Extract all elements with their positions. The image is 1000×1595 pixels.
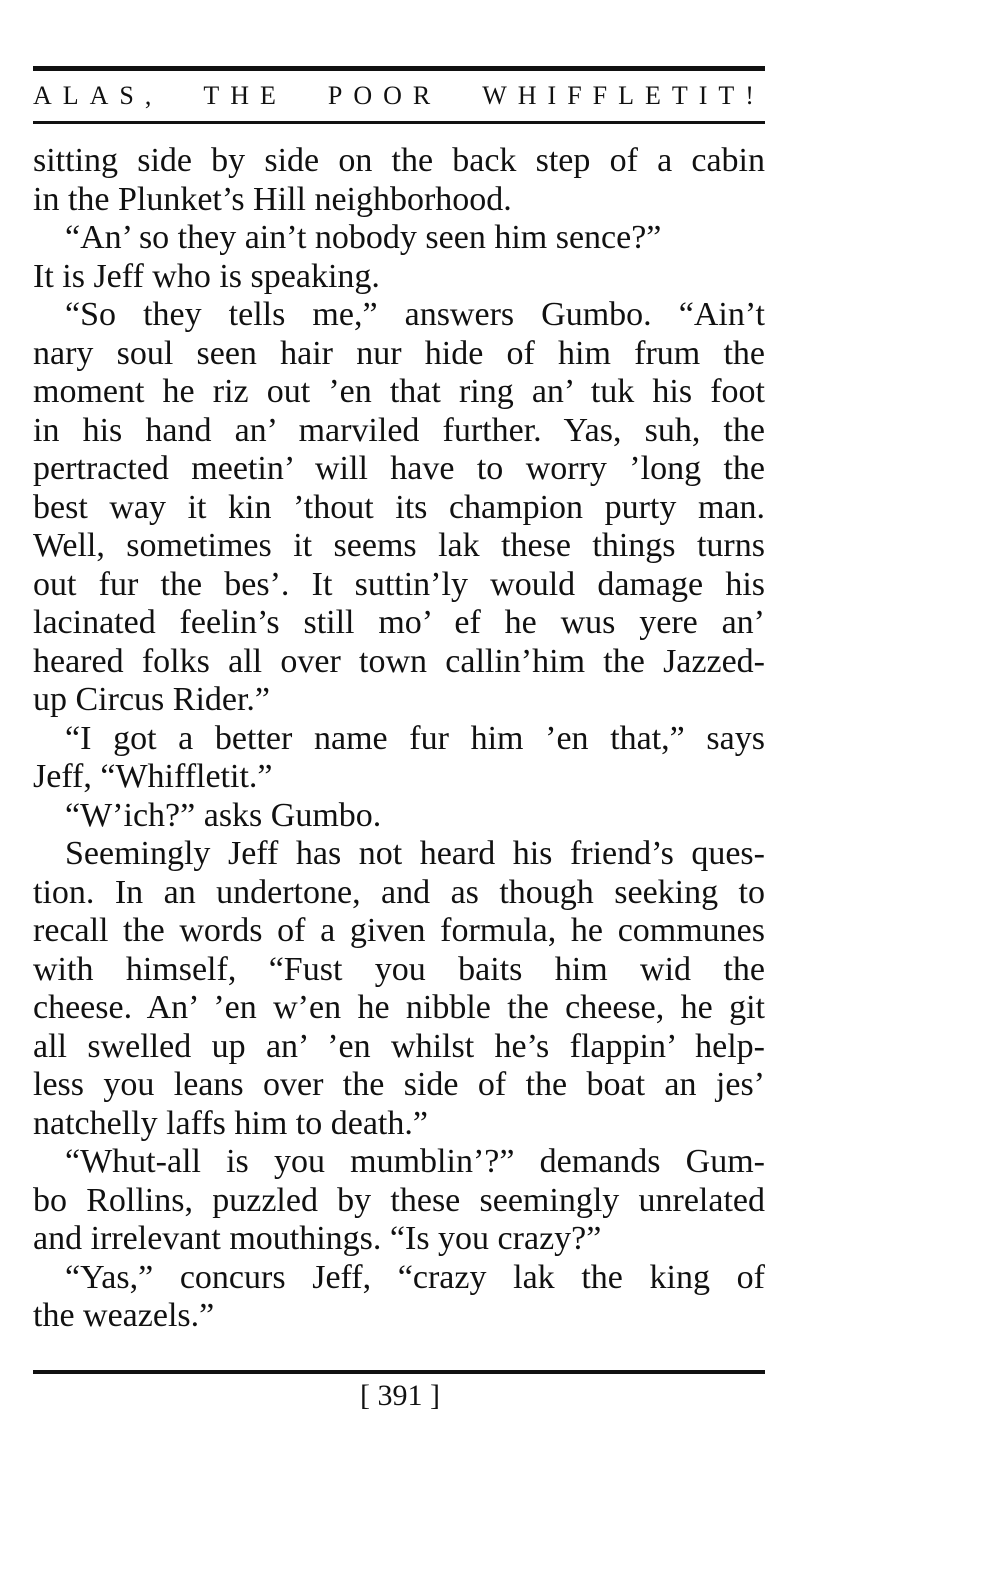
- text-line: moment he riz out ’en that ring an’ tuk his foot: [33, 373, 765, 410]
- text-line: in the Plunket’s Hill neighborhood.: [33, 180, 512, 218]
- text-line: sitting side by side on the back step of a cabin: [33, 142, 765, 179]
- text-line: in his hand an’ marviled further. Yas, suh, the: [33, 411, 765, 449]
- text-line: pertracted meetin’ will have to worry ’long the: [33, 450, 765, 487]
- text-line: It is Jeff who is speaking.: [33, 257, 380, 295]
- text-line: nary soul seen hair nur hide of him frum the: [33, 334, 765, 372]
- text-line: “Yas,” concurs Jeff, “crazy lak the king of: [65, 1258, 765, 1296]
- text-line: recall the words of a given formula, he communes: [33, 912, 765, 949]
- running-head-word: POOR: [327, 81, 442, 110]
- text-line: heared folks all over town callin’him the Jazzed-: [33, 642, 765, 680]
- text-line: “Whut-all is you mumblin’?” demands Gum-: [65, 1143, 765, 1180]
- running-head-word: THE: [203, 81, 287, 110]
- header-rule-bottom: [33, 121, 765, 124]
- page-number: [ 391 ]: [360, 1379, 440, 1412]
- text-line: “W’ich?” asks Gumbo.: [65, 796, 382, 834]
- text-line: best way it kin ’thout its champion purty man.: [33, 488, 765, 526]
- text-line: lacinated feelin’s still mo’ ef he wus yere an’: [33, 604, 765, 641]
- text-line: out fur the bes’. It suttin’ly would damage his: [33, 565, 765, 603]
- text-line: Jeff, “Whiffletit.”: [33, 758, 273, 795]
- text-line: “An’ so they ain’t nobody seen him sence?”: [65, 219, 662, 256]
- text-line: Well, sometimes it seems lak these things turns: [33, 527, 765, 564]
- running-head-word: ALAS,: [33, 81, 163, 110]
- text-line: up Circus Rider.”: [33, 681, 271, 718]
- text-line: tion. In an undertone, and as though seeking to: [33, 873, 765, 911]
- text-line: “I got a better name fur him ’en that,” says: [65, 719, 765, 757]
- running-head: [33, 76, 765, 116]
- text-line: less you leans over the side of the boat an jes’: [33, 1066, 765, 1103]
- body-text: [33, 142, 765, 1336]
- text-line: cheese. An’ ’en w’en he nibble the cheese, he git: [33, 989, 765, 1026]
- text-line: the weazels.”: [33, 1297, 215, 1334]
- text-line: natchelly laffs him to death.”: [33, 1104, 428, 1142]
- text-line: “So they tells me,” answers Gumbo. “Ain’t: [65, 296, 765, 333]
- footer-rule: [33, 1370, 765, 1374]
- text-line: all swelled up an’ ’en whilst he’s flappin’ help-: [33, 1027, 765, 1065]
- text-line: with himself, “Fust you baits him wid the: [33, 950, 765, 988]
- text-line: Seemingly Jeff has not heard his friend’s ques-: [65, 835, 765, 872]
- text-line: and irrelevant mouthings. “Is you crazy?”: [33, 1220, 602, 1257]
- header-rule-top: [33, 66, 765, 71]
- text-line: bo Rollins, puzzled by these seemingly unrelated: [33, 1181, 765, 1219]
- running-head-word: WHIFFLETIT!: [482, 81, 765, 110]
